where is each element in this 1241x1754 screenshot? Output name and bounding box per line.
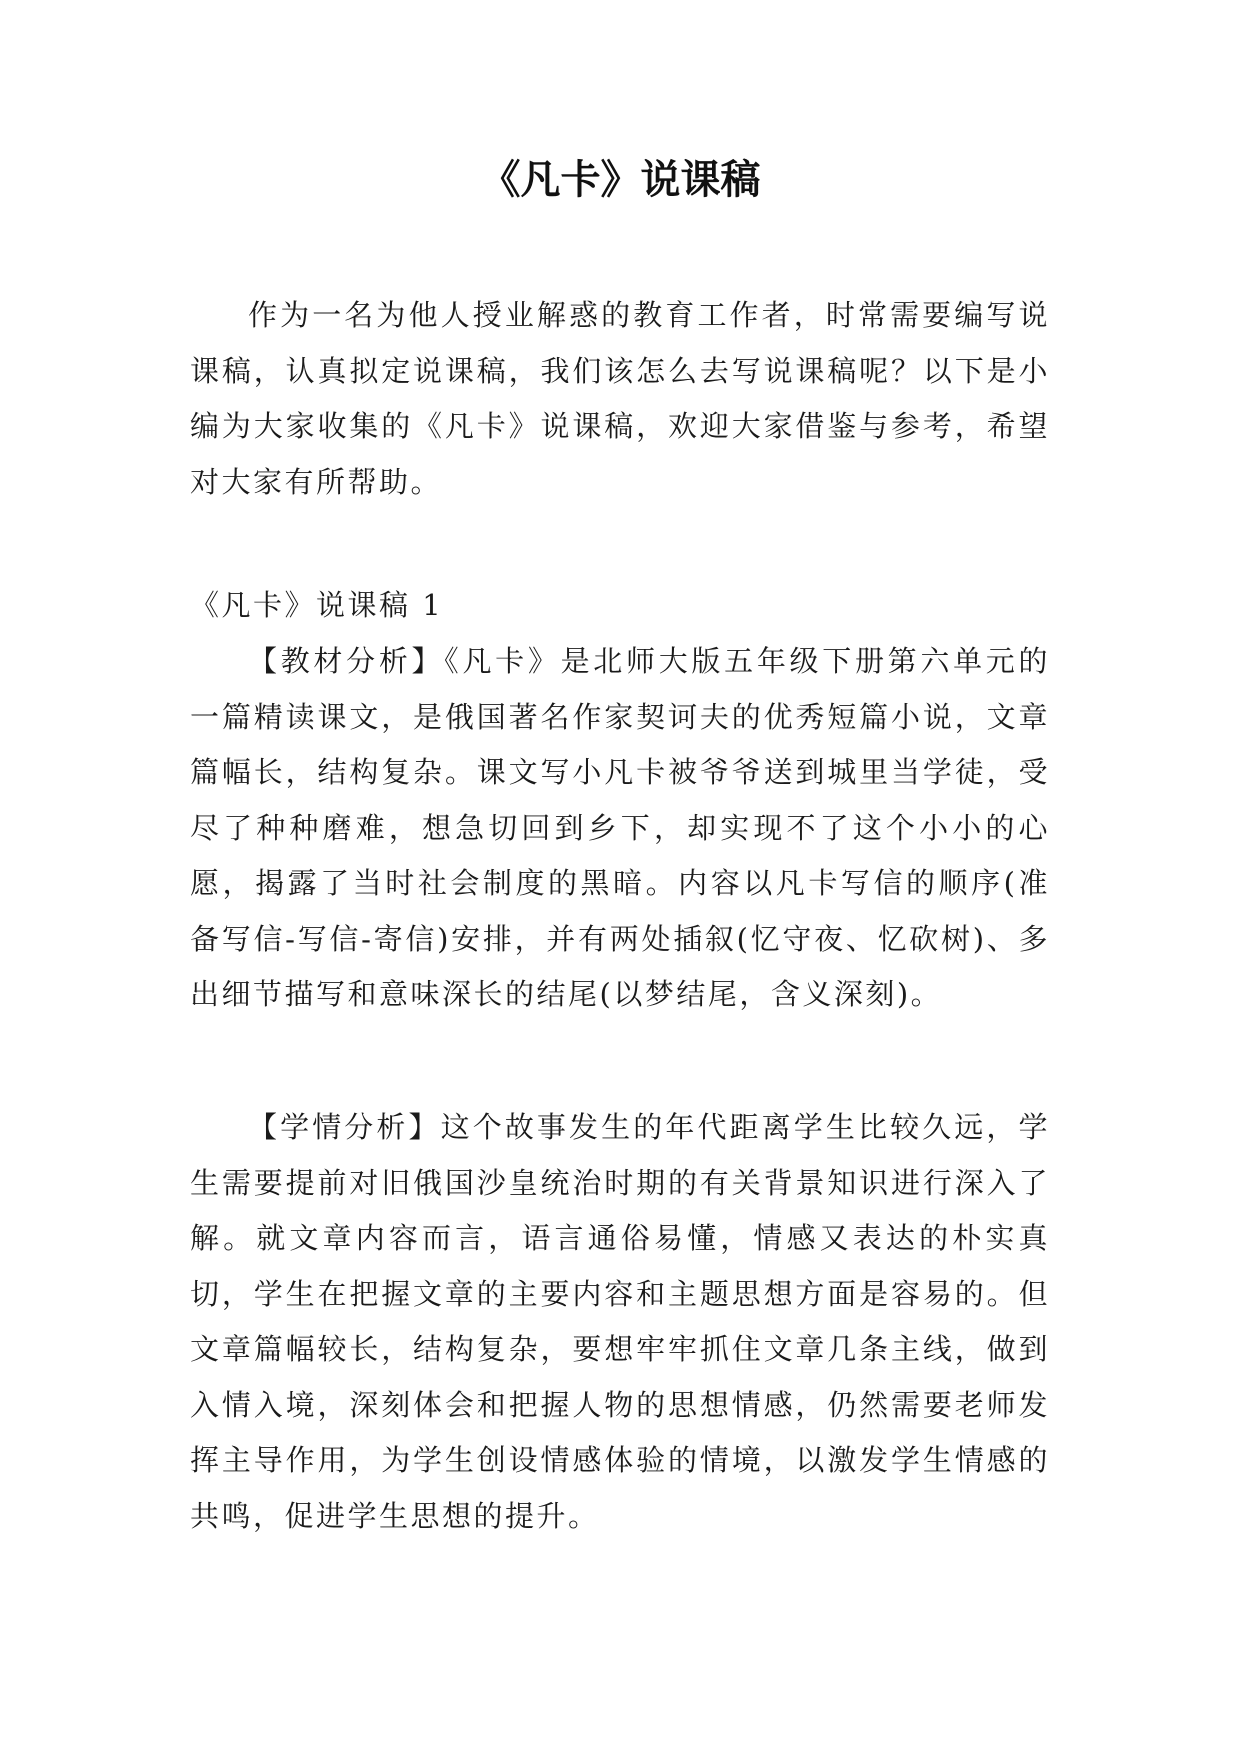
textbook-analysis-paragraph: 【教材分析】《凡卡》是北师大版五年级下册第六单元的一篇精读课文，是俄国著名作家契诃夫的优秀短篇小说，文章篇幅长，结构复杂。课文写小凡卡被爷爷送到城里当学徒，受尽了种种磨难，想急切回到乡下，却实现不了这个小小的心愿，揭露了当时社会制度的黑暗。内容以凡卡写信的顺序(准备写信-写信-寄信)安排，并有两处插叙(忆守夜、忆砍树)、多出细节描写和意味深长的结尾(以梦结尾，含义深刻)。 <box>190 644 1050 1011</box>
intro-paragraph: 作为一名为他人授业解惑的教育工作者，时常需要编写说课稿，认真拟定说课稿，我们该怎么去写说课稿呢？以下是小编为大家收集的《凡卡》说课稿，欢迎大家借鉴与参考，希望对大家有所帮助。 <box>190 298 1050 499</box>
section-heading: 《凡卡》说课稿 1 <box>190 588 444 622</box>
student-analysis-paragraph: 【学情分析】这个故事发生的年代距离学生比较久远，学生需要提前对旧俄国沙皇统治时期的有关背景知识进行深入了解。就文章内容而言，语言通俗易懂，情感又表达的朴实真切，学生在把握文章的主要内容和主题思想方面是容易的。但文章篇幅较长，结构复杂，要想牢牢抓住文章几条主线，做到入情入境，深刻体会和把握人物的思想情感，仍然需要老师发挥主导作用，为学生创设情感体验的情境，以激发学生情感的共鸣，促进学生思想的提升。 <box>190 1110 1050 1533</box>
document-title: 《凡卡》说课稿 <box>480 157 761 203</box>
